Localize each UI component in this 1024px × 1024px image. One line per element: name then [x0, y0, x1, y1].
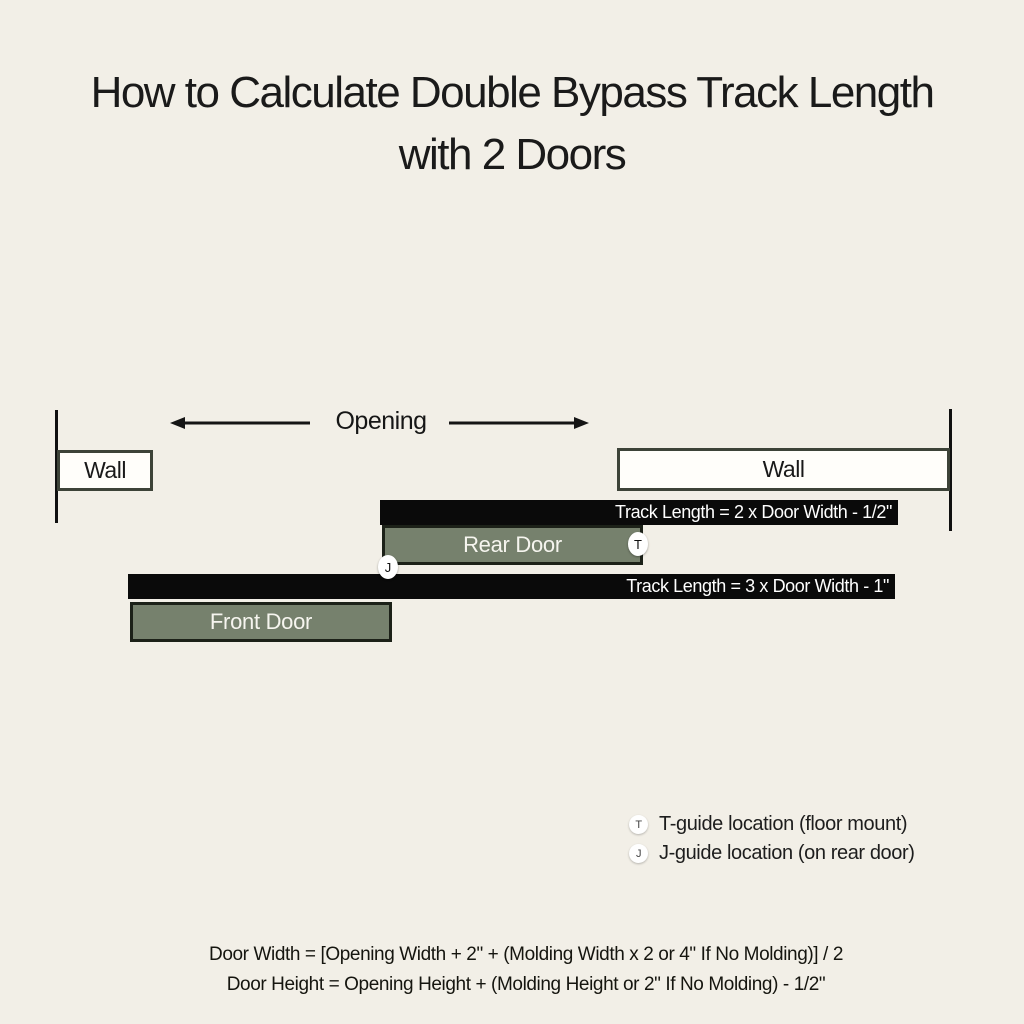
j-guide-marker-icon — [378, 555, 398, 579]
door-width-formula: Door Width = [Opening Width + 2" + (Molding Width x 2 or 4" If No Molding)] / 2 — [209, 944, 843, 965]
right-wall-label: Wall — [762, 456, 805, 482]
left-wall-box — [57, 450, 153, 491]
j-guide-legend-label: J-guide location (on rear door) — [659, 842, 915, 864]
front-door — [130, 602, 392, 642]
rear-track-bar — [380, 500, 898, 525]
front-door-label: Front Door — [209, 609, 313, 634]
front-track-bar — [128, 574, 895, 599]
door-height-formula: Door Height = Opening Height + (Molding Height or 2" If No Molding) - 1/2" — [226, 974, 826, 995]
j-guide-marker-letter: J — [384, 559, 392, 575]
rear-door — [382, 525, 643, 565]
page-title-line1: How to Calculate Double Bypass Track Length — [90, 68, 934, 117]
t-guide-marker-icon — [628, 532, 648, 556]
opening-label: Opening — [335, 407, 427, 435]
legend-row-t-guide — [629, 810, 915, 839]
rear-track-label: Track Length = 2 x Door Width - 1/2" — [615, 502, 892, 522]
front-track-label: Track Length = 3 x Door Width - 1" — [626, 576, 889, 596]
t-guide-legend-icon: T — [629, 815, 648, 834]
opening-arrow-right-icon — [447, 415, 589, 431]
formulas — [0, 940, 1024, 1000]
opening-arrow-left-icon — [170, 415, 312, 431]
t-guide-marker-letter: T — [634, 536, 642, 552]
page-title-line2: with 2 Doors — [398, 130, 626, 179]
j-guide-legend-icon: J — [629, 844, 648, 863]
right-wall-box — [617, 448, 950, 491]
page-title — [0, 62, 1024, 186]
legend — [629, 810, 915, 868]
rear-door-label: Rear Door — [463, 532, 562, 557]
legend-row-j-guide — [629, 839, 915, 868]
left-wall-label: Wall — [84, 457, 126, 483]
t-guide-legend-label: T-guide location (floor mount) — [659, 813, 908, 835]
